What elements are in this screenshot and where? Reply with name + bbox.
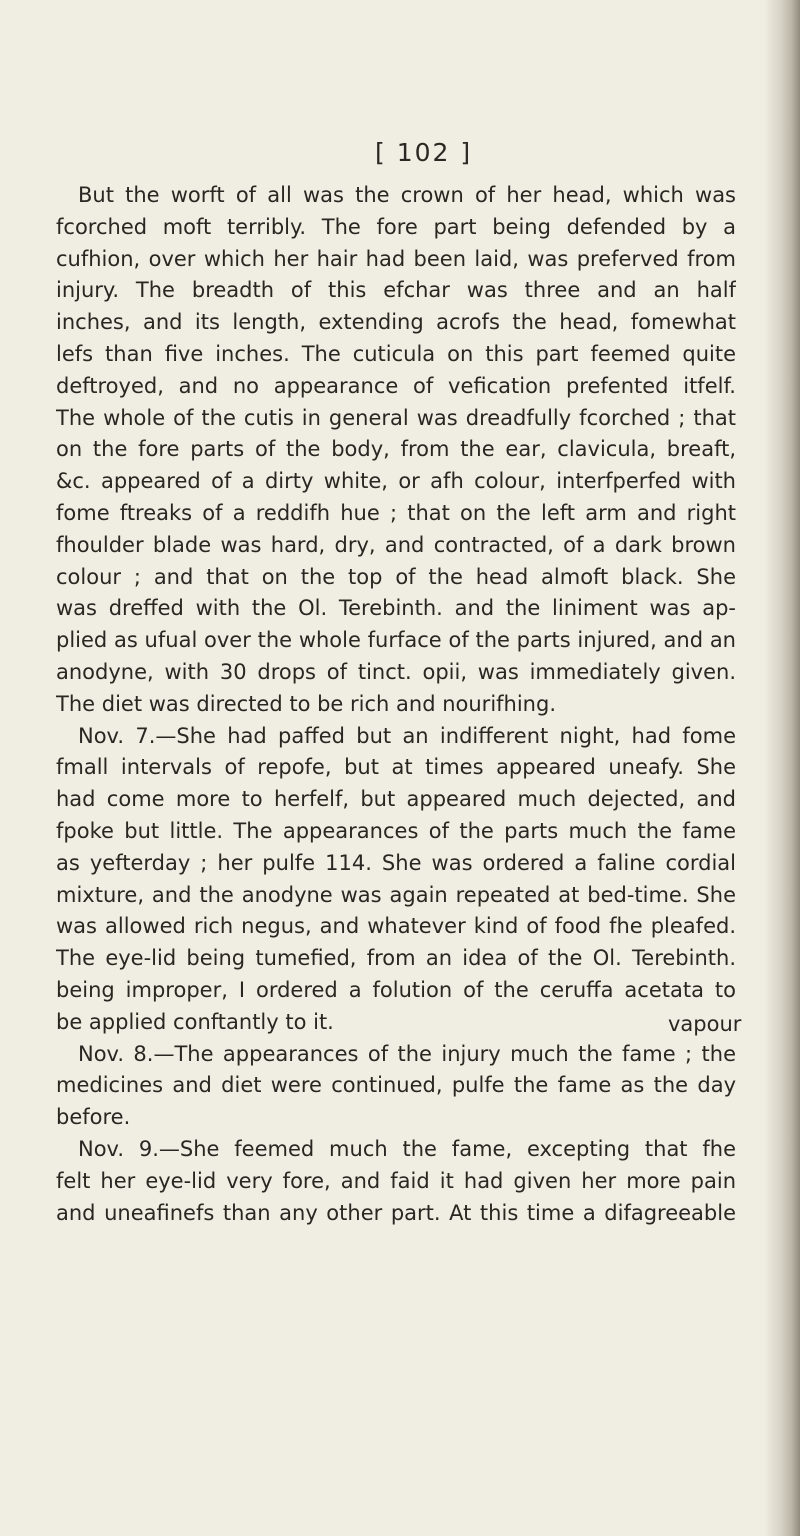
text-line: Nov. 9.—She feemed much the fame, excepting that fhe xyxy=(78,1136,736,1161)
text-line: plied as ufual over the whole furface of the parts injured, and an xyxy=(56,628,736,653)
text-line: be applied conftantly to it. xyxy=(56,1009,334,1034)
text-line: fome ftreaks of a reddifh hue ; that on the left arm and right xyxy=(56,500,736,525)
text-line: colour ; and that on the top of the head almoft black. She xyxy=(56,564,736,589)
page-number: [ 102 ] xyxy=(375,138,473,167)
text-line: felt her eye-lid very fore, and faid it had given her more pain xyxy=(56,1168,736,1193)
text-line: anodyne, with 30 drops of tinct. opii, was immediately given. xyxy=(56,659,736,684)
text-line: deftroyed, and no appearance of vefication prefented itfelf. xyxy=(56,373,736,398)
text-line: The eye-lid being tumefied, from an idea of the Ol. Terebinth. xyxy=(56,946,736,971)
text-line: cufhion, over which her hair had been laid, was preferved from xyxy=(56,246,736,271)
text-line: as yefterday ; her pulfe 114. She was ordered a faline cordial xyxy=(56,850,736,875)
text-line: was dreffed with the Ol. Terebinth. and the liniment was ap- xyxy=(56,596,736,621)
text-line: mixture, and the anodyne was again repeated at bed-time. She xyxy=(56,882,736,907)
text-line: lefs than five inches. The cuticula on this part feemed quite xyxy=(56,341,736,366)
page-edge-shadow xyxy=(764,0,800,1536)
text-line: Nov. 7.—She had paffed but an indifferent night, had fome xyxy=(78,723,736,748)
text-line: inches, and its length, extending acrofs the head, fomewhat xyxy=(56,310,736,335)
text-line: Nov. 8.—The appearances of the injury much the fame ; the xyxy=(78,1041,736,1066)
text-line: The whole of the cutis in general was dreadfully fcorched ; that xyxy=(56,405,736,430)
text-line: and uneafinefs than any other part. At this time a difagreeable xyxy=(56,1200,736,1225)
text-line: medicines and diet were continued, pulfe the fame as the day xyxy=(56,1073,736,1098)
text-line: injury. The breadth of this efchar was three and an half xyxy=(56,278,736,303)
text-line: fhoulder blade was hard, dry, and contracted, of a dark brown xyxy=(56,532,736,557)
text-line: had come more to herfelf, but appeared much dejected, and xyxy=(56,787,736,812)
text-line: fpoke but little. The appearances of the parts much the fame xyxy=(56,818,736,843)
text-line: But the worft of all was the crown of her head, which was xyxy=(78,183,736,207)
text-line: was allowed rich negus, and whatever kind of food fhe pleafed. xyxy=(56,914,736,939)
text-line: on the fore parts of the body, from the ear, clavicula, breaft, xyxy=(56,437,736,462)
text-line: fcorched moft terribly. The fore part being defended by a xyxy=(56,214,736,239)
text-line: fmall intervals of repofe, but at times appeared uneafy. She xyxy=(56,755,736,780)
text-line: before. xyxy=(56,1105,131,1130)
catchword: vapour xyxy=(668,1012,742,1036)
text-line: &c. appeared of a dirty white, or afh colour, interfperfed with xyxy=(56,469,736,494)
text-line: being improper, I ordered a folution of the ceruffa acetata to xyxy=(56,977,736,1002)
body-text xyxy=(56,180,736,1229)
text-line: The diet was directed to be rich and nourifhing. xyxy=(56,691,557,716)
